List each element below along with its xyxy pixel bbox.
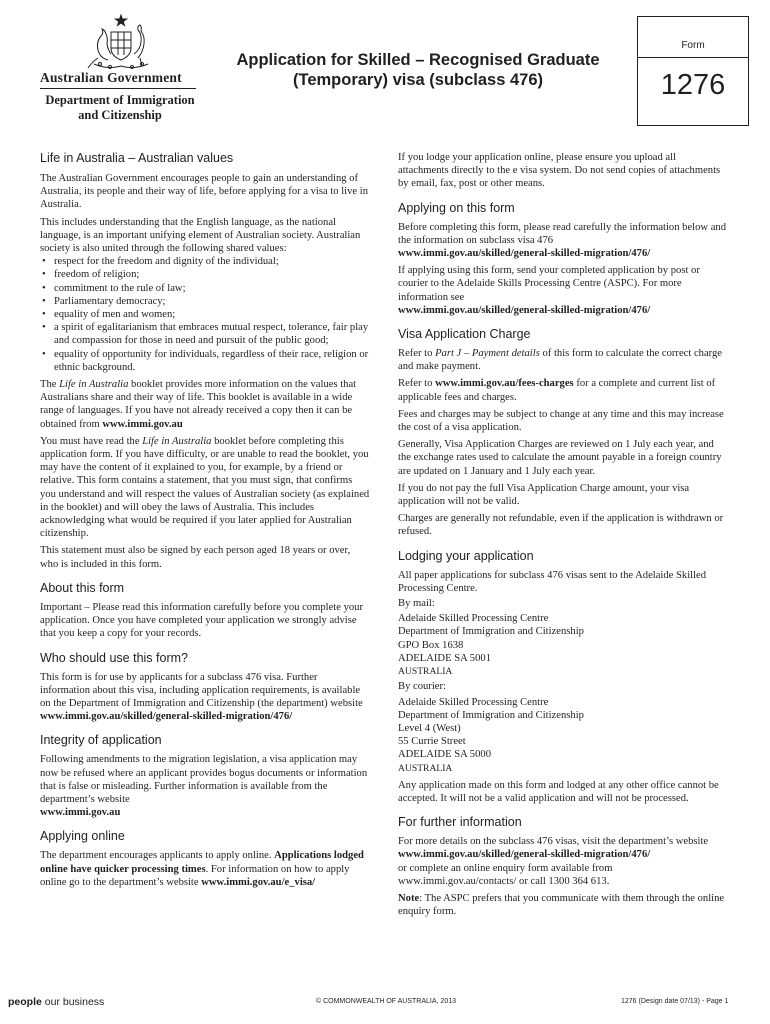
paragraph: Fees and charges may be subject to change at any time and this may increase the cost of a visa application. (398, 408, 724, 434)
text: for a complete and current list of applicable fees and charges. (398, 378, 716, 403)
commonwealth-coat-of-arms-icon (78, 14, 164, 72)
paragraph: If you lodge your application online, please ensure you upload all attachments directly to the e visa system. Do not send copies of attachments by email, fax, post or other means. (398, 152, 721, 190)
section-heading-applying-on-form: Applying on this form (398, 200, 515, 215)
paragraph: Before completing this form, please read carefully the information below and the information on subclass visa 476 (398, 221, 726, 246)
header-divider (40, 88, 196, 89)
paragraph: All paper applications for subclass 476 visas sent to the Adelaide Skilled Processing Centre. (398, 569, 707, 594)
address-line: GPO Box 1638 (398, 639, 464, 651)
section-heading-integrity: Integrity of application (40, 733, 162, 748)
list-item: • commitment to the rule of law; (40, 282, 370, 295)
paragraph (40, 849, 370, 889)
section-heading-applying-online: Applying online (40, 829, 125, 844)
brand-rest: our business (41, 996, 105, 1008)
text: : The ASPC prefers that you communicate with them through the online enquiry form. (398, 892, 725, 918)
section-heading-lodging: Lodging your application (398, 548, 534, 563)
list-item: • Parliamentary democracy; (40, 295, 370, 308)
title-line-1: Application for Skilled – Recognised Graduate (236, 51, 600, 69)
government-name: Australian Government (40, 70, 182, 85)
form-number: 1276 (660, 69, 726, 101)
part-j-reference: Part J – Payment details (435, 348, 540, 360)
paragraph: This includes understanding that the English language, as the national language, is an important unifying element of Australian society. Australian society is also united through the following shared values: (40, 216, 361, 255)
paragraph (398, 347, 728, 373)
section-heading-who-should-use: Who should use this form? (40, 650, 188, 665)
booklet-title: Life in Australia (142, 435, 212, 447)
by-courier-label: By courier: (398, 681, 446, 693)
section-heading-visa-charge: Visa Application Charge (398, 327, 531, 342)
page-number: 1276 (Design date 07/13) - Page 1 (621, 998, 729, 1005)
address-line: Adelaide Skilled Processing Centre (398, 696, 549, 708)
form-label: Form (681, 40, 705, 51)
by-mail-label: By mail: (398, 598, 435, 610)
copyright-notice: © COMMONWEALTH OF AUSTRALIA, 2013 (316, 998, 456, 1005)
paragraph: The Australian Government encourages people to gain an understanding of Australia, its people and their way of life, before applying for a visa to live in Australia. (40, 173, 369, 211)
paragraph (398, 377, 728, 403)
footer-brand (8, 996, 104, 1008)
left-column (40, 150, 370, 889)
department-name (40, 93, 200, 123)
paragraph: For more details on the subclass 476 visas, visit the department’s website (398, 836, 709, 848)
text: You must have read the (40, 435, 143, 447)
form-box-divider (638, 57, 748, 58)
text: Refer to (398, 348, 436, 360)
title-line-2: (Temporary) visa (subclass 476) (292, 71, 544, 89)
section-heading-life-in-australia: Life in Australia – Australian values (40, 151, 234, 165)
evisa-link[interactable]: www.immi.gov.au/e_visa/ (201, 876, 316, 888)
immi-website-link[interactable]: www.immi.gov.au (102, 418, 183, 430)
department-line-2: and Citizenship (78, 108, 162, 122)
page-footer (0, 996, 770, 1010)
address-line: AUSTRALIA (398, 762, 453, 774)
page-title (222, 50, 614, 90)
text: booklet before completing this application form. If you have difficulty, or are unable to read the booklet, you may have the content of it explained to you, for example, by a friend or relative. This form contains a statement, that you must sign, that confirms you understand and will respect the values of Australian society (as explained in the booklet) and will obey the laws of Australia. This includes acknowledging what would be required if you later applied for Australian citizenship. (40, 435, 370, 540)
list-item: • freedom of religion; (40, 268, 370, 281)
immi-website-link[interactable]: www.immi.gov.au (40, 807, 121, 819)
address-line: ADELAIDE SA 5001 (398, 652, 491, 664)
list-item: • equality of men and women; (40, 308, 370, 321)
department-line-1: Department of Immigration (45, 93, 195, 107)
paragraph: Important – Please read this information carefully before you complete your application. Once you have completed your application we strongly advise that you keep a copy for your records. (40, 601, 364, 640)
address-line: AUSTRALIA (398, 666, 453, 678)
paragraph: If applying using this form, send your completed application by post or courier to the Adelaide Skills Processing Centre (ASPC). For more information see (398, 265, 700, 303)
text: The (40, 379, 60, 391)
section-heading-further-info: For further information (398, 815, 522, 830)
note-label: Note (398, 892, 420, 904)
text: The department encourages applicants to apply online. (40, 850, 275, 862)
address-line: Adelaide Skilled Processing Centre (398, 613, 549, 625)
form-number-box (637, 16, 749, 126)
courier-address (398, 696, 728, 775)
subclass-476-link[interactable]: www.immi.gov.au/skilled/general-skilled-migration/476/ (398, 849, 651, 861)
brand-bold: people (8, 996, 42, 1008)
paragraph: or complete an online enquiry form available from www.immi.gov.au/contacts/ or call 1300 364 613. (398, 862, 613, 887)
paragraph: Generally, Visa Application Charges are reviewed on 1 July each year, and the exchange rates used to calculate the amount payable in a foreign country are updated on 1 January and 1 July each year. (398, 439, 722, 477)
right-column (398, 151, 728, 918)
address-line: Level 4 (West) (398, 722, 461, 734)
text: . For information on how to apply online go to the department’s website (40, 863, 350, 888)
paragraph: Charges are generally not refundable, even if the application is withdrawn or refused. (398, 513, 724, 538)
paragraph: This form is for use by applicants for a subclass 476 visa. Further information about this visa, including application requirements, is available on the Department of Immigration and Citizenship (the department) website (40, 671, 363, 709)
note-paragraph (398, 892, 728, 918)
list-item: • a spirit of egalitarianism that embraces mutual respect, tolerance, fair play and compassion for those in need and pursuit of the public good; (40, 321, 370, 347)
values-list (40, 255, 370, 374)
paragraph: This statement must also be signed by each person aged 18 years or over, who is included in this form. (40, 545, 351, 570)
paragraph (40, 435, 370, 541)
paragraph: Any application made on this form and lodged at any other office cannot be accepted. It will not be a valid application and will not be processed. (398, 779, 719, 804)
list-item: • respect for the freedom and dignity of the individual; (40, 255, 370, 268)
paragraph: If you do not pay the full Visa Application Charge amount, your visa application will not be valid. (398, 482, 690, 508)
paragraph (40, 378, 370, 431)
address-line: Department of Immigration and Citizenship (398, 709, 584, 721)
address-line: 55 Currie Street (398, 736, 466, 748)
emphasis-text: Applications lodged online have quicker processing times (40, 850, 364, 875)
list-item: • equality of opportunity for individuals, regardless of their race, religion or ethnic background. (40, 348, 370, 374)
text: Refer to (398, 378, 436, 390)
subclass-476-link[interactable]: www.immi.gov.au/skilled/general-skilled-migration/476/ (398, 304, 651, 316)
section-heading-about-this-form: About this form (40, 580, 125, 595)
text: booklet provides more information on the values that Australians share and their way of life. This booklet is available in a wide range of languages. If you have not already received a copy then it can be obtained from (40, 379, 357, 430)
subclass-476-link[interactable]: www.immi.gov.au/skilled/general-skilled-migration/476/ (40, 711, 293, 723)
booklet-title: Life in Australia (59, 379, 129, 391)
mail-address (398, 612, 728, 678)
text: of this form to calculate the correct charge and make payment. (398, 348, 722, 373)
address-line: ADELAIDE SA 5000 (398, 749, 491, 761)
address-line: Department of Immigration and Citizenship (398, 626, 584, 638)
fees-charges-link[interactable]: www.immi.gov.au/fees-charges (435, 378, 574, 390)
subclass-476-link[interactable]: www.immi.gov.au/skilled/general-skilled-migration/476/ (398, 248, 651, 260)
paragraph: Following amendments to the migration legislation, a visa application may now be refused where an applicant provides bogus documents or information that is false or misleading. Further information is available from the department’s website (40, 754, 368, 805)
